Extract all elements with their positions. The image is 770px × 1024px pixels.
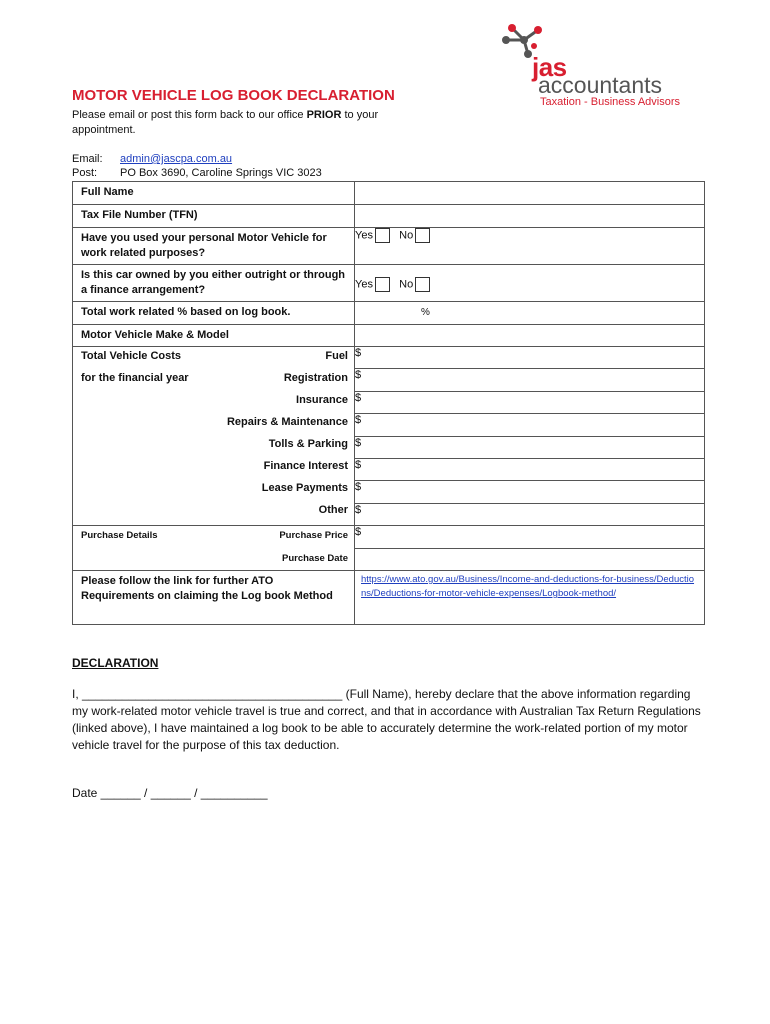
page-title: MOTOR VEHICLE LOG BOOK DECLARATION [72, 87, 395, 104]
q1-label: Have you used your personal Motor Vehicle for work related purposes? [73, 228, 355, 265]
post-address: PO Box 3690, Caroline Springs VIC 3023 [120, 167, 322, 179]
cost-input-finance[interactable]: $ [355, 458, 705, 480]
row-full-name [73, 182, 705, 205]
q1-yes-checkbox[interactable] [375, 228, 390, 243]
costs-label-cell [73, 347, 355, 526]
cost-label-repairs: Repairs & Maintenance [226, 416, 348, 428]
cost-input-other[interactable]: $ [355, 503, 705, 525]
row-q2 [73, 265, 705, 302]
cost-label-other: Other [318, 504, 348, 516]
row-ato [73, 571, 705, 625]
make-model-label: Motor Vehicle Make & Model [73, 325, 355, 347]
costs-label-2: for the financial year [81, 372, 189, 384]
logo-brand-top: jas [532, 52, 567, 82]
make-model-input[interactable] [355, 325, 705, 347]
logo-tagline: Taxation - Business Advisors [540, 96, 681, 108]
cost-label-insurance: Insurance [296, 394, 348, 406]
row-tfn [73, 205, 705, 228]
full-name-label: Full Name [73, 182, 355, 205]
cost-input-registration[interactable]: $ [355, 369, 705, 391]
row-costs [73, 347, 705, 369]
log-book-form [72, 181, 705, 625]
q1-no-checkbox[interactable] [415, 228, 430, 243]
work-pct-label: Total work related % based on log book. [73, 302, 355, 325]
purchase-date-label: Purchase Date [281, 553, 348, 564]
intro-pre: Please email or post this form back to our office [72, 109, 307, 121]
cost-input-insurance[interactable]: $ [355, 391, 705, 413]
q2-label: Is this car owned by you either outright or through a finance arrangement? [73, 265, 355, 302]
cost-label-registration: Registration [283, 372, 348, 384]
q1-answer [355, 228, 705, 265]
full-name-input[interactable] [355, 182, 705, 205]
q1-yes-label: Yes [355, 229, 373, 242]
q2-yes-checkbox[interactable] [375, 277, 390, 292]
intro-post: to your appointment. [72, 109, 379, 136]
q2-yes-label: Yes [355, 278, 373, 291]
ato-link[interactable]: https://www.ato.gov.au/Business/Income-and-deductions-for-business/Deductions/Deductions-for-motor-vehicle-expenses/Logbook-method/ [361, 574, 695, 599]
post-label: Post: [72, 167, 98, 179]
company-logo [498, 20, 708, 110]
date-line[interactable]: Date ______ / ______ / __________ [72, 786, 268, 800]
cost-input-repairs[interactable]: $ [355, 414, 705, 436]
ato-label: Please follow the link for further ATO Requirements on claiming the Log book Method [73, 571, 355, 625]
work-pct-input[interactable]: % [355, 302, 705, 325]
cost-input-lease[interactable]: $ [355, 481, 705, 503]
cost-label-lease: Lease Payments [261, 482, 348, 494]
cost-input-tolls[interactable]: $ [355, 436, 705, 458]
q1-no-label: No [399, 229, 414, 242]
tfn-input[interactable] [355, 205, 705, 228]
logo-brand-bottom: accountants [538, 72, 663, 98]
cost-label-fuel: Fuel [325, 350, 348, 362]
row-purchase-price [73, 526, 705, 549]
purchase-date-input[interactable] [355, 548, 705, 571]
contact-block [72, 152, 322, 180]
intro-bold: PRIOR [306, 109, 342, 121]
purchase-price-label: Purchase Price [279, 530, 348, 541]
declaration-text: I, _______________________________________ (Full Name), hereby declare that the above information regarding my work-related motor vehicle travel is true and correct, and that in accordance with Australian Tax Return Regulations (linked above), I have maintained a log book to be able to accurately determine the work-related portion of my motor vehicle travel for the purpose of this tax deduction. [72, 687, 701, 752]
cost-label-finance: Finance Interest [263, 460, 348, 472]
tfn-label: Tax File Number (TFN) [73, 205, 355, 228]
q2-no-label: No [399, 278, 414, 291]
purchase-details-label: Purchase Details [81, 530, 158, 541]
ato-link-cell [355, 571, 705, 625]
cost-input-fuel[interactable]: $ [355, 347, 705, 369]
purchase-label-cell [73, 526, 355, 571]
row-work-pct [73, 302, 705, 325]
q2-answer [355, 265, 705, 302]
row-make-model [73, 325, 705, 347]
cost-label-tolls: Tolls & Parking [268, 438, 348, 450]
q2-no-checkbox[interactable] [415, 277, 430, 292]
costs-label-1: Total Vehicle Costs [81, 350, 182, 362]
intro-text [72, 108, 412, 138]
declaration-heading: DECLARATION [72, 656, 159, 670]
email-label: Email: [72, 153, 103, 165]
row-q1 [73, 228, 705, 265]
purchase-price-input[interactable]: $ [355, 526, 705, 549]
email-link[interactable]: admin@jascpa.com.au [120, 153, 233, 165]
